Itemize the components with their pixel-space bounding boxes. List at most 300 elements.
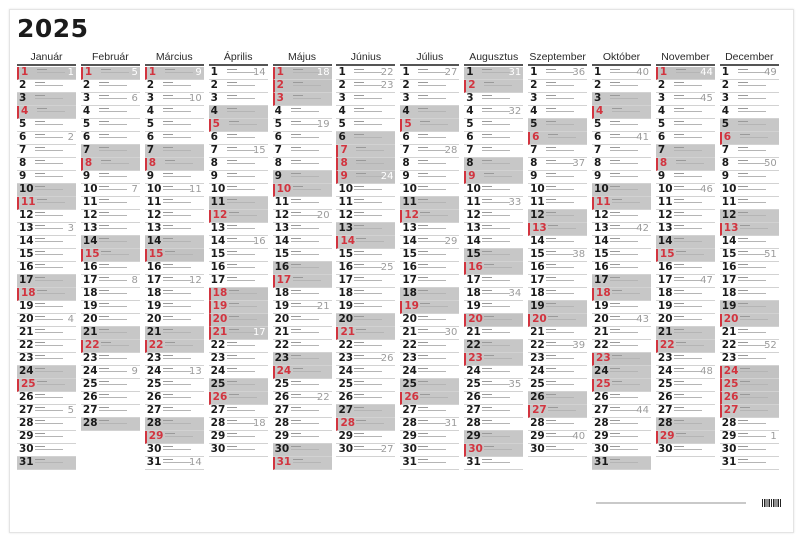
day-number: 19 [338, 300, 354, 312]
name-day-text [291, 147, 325, 153]
day-number: 25 [146, 378, 162, 390]
day-number: 24 [146, 365, 162, 377]
day-number: 15 [210, 248, 226, 260]
day-row [464, 457, 523, 470]
week-number: 20 [316, 210, 330, 221]
name-day-text [546, 212, 580, 218]
day-number: 30 [530, 443, 545, 455]
day-number: 7 [721, 144, 730, 156]
day-number: 10 [657, 183, 673, 195]
name-day-text [101, 342, 135, 348]
name-day-text [35, 303, 69, 309]
week-number: 40 [636, 67, 650, 78]
day-number: 12 [404, 209, 419, 221]
name-day-text [738, 95, 772, 101]
day-number: 5 [19, 118, 27, 130]
day-number: 28 [82, 417, 98, 429]
day-number: 2 [721, 79, 730, 91]
name-day-text [99, 303, 133, 309]
name-day-text [420, 394, 454, 400]
day-number: 10 [338, 183, 354, 195]
week-number: 19 [316, 119, 330, 130]
day-number: 23 [596, 352, 611, 364]
name-day-text [99, 108, 133, 114]
name-day-text [610, 82, 644, 88]
week-number: 1 [770, 431, 777, 442]
name-day-text [418, 277, 452, 283]
day-number: 3 [657, 92, 666, 104]
day-number: 6 [402, 131, 410, 143]
day-number: 10 [530, 183, 545, 195]
month-name: Szeptember [529, 51, 586, 63]
name-day-text [354, 121, 388, 127]
day-number: 10 [594, 183, 609, 195]
name-day-text [738, 238, 772, 244]
day-number: 20 [402, 313, 417, 325]
name-day-text [482, 147, 516, 153]
day-number: 9 [530, 170, 538, 182]
name-day-text [35, 160, 69, 166]
day-number: 23 [530, 352, 545, 364]
name-day-text [674, 303, 708, 309]
day-number: 1 [338, 66, 346, 78]
name-day-text [546, 368, 580, 374]
name-day-text [546, 329, 580, 335]
day-number: 1 [530, 66, 538, 78]
day-number: 7 [19, 144, 27, 156]
day-number: 22 [721, 339, 737, 351]
day-number: 4 [210, 105, 218, 117]
day-number: 3 [146, 92, 155, 104]
month-name: Július [416, 51, 444, 63]
day-row [209, 444, 268, 457]
name-day-text [227, 199, 261, 205]
name-day-text [163, 407, 197, 413]
name-day-text [227, 134, 261, 140]
day-number: 30 [594, 443, 609, 455]
day-number: 22 [402, 339, 417, 351]
day-number: 10 [82, 183, 98, 195]
day-number: 20 [532, 313, 547, 325]
name-day-text [227, 264, 261, 270]
name-day-text [354, 368, 388, 374]
day-number: 27 [466, 404, 481, 416]
name-day-text [482, 212, 516, 218]
name-day-text [35, 342, 69, 348]
name-day-text [163, 355, 197, 361]
name-day-text [546, 420, 580, 426]
name-day-text [291, 264, 325, 270]
name-day-text [35, 95, 69, 101]
day-number: 29 [19, 430, 34, 442]
week-number: 33 [508, 197, 522, 208]
day-number: 10 [402, 183, 417, 195]
day-number: 29 [594, 430, 609, 442]
day-number: 21 [146, 326, 162, 338]
name-day-text [99, 277, 133, 283]
name-day-text [674, 329, 708, 335]
day-number: 12 [530, 209, 545, 221]
name-day-text [35, 394, 69, 400]
name-day-text [99, 355, 133, 361]
day-number: 20 [212, 313, 228, 325]
name-day-text [229, 394, 263, 400]
name-day-text [37, 69, 71, 75]
day-number: 18 [21, 287, 36, 299]
day-number: 2 [468, 79, 476, 91]
day-number: 28 [340, 417, 356, 429]
name-day-text [291, 290, 325, 296]
name-day-text [738, 303, 772, 309]
name-day-text [738, 212, 772, 218]
day-number: 28 [146, 417, 162, 429]
name-day-text [482, 407, 516, 413]
day-number: 7 [466, 144, 474, 156]
name-day-text [738, 329, 772, 335]
day-number: 15 [19, 248, 34, 260]
name-day-text [610, 433, 644, 439]
week-number: 1 [67, 67, 74, 78]
day-number: 25 [274, 378, 290, 390]
day-number: 24 [530, 365, 545, 377]
week-number: 2 [67, 132, 74, 143]
name-day-text [674, 355, 708, 361]
name-day-text [484, 316, 518, 322]
day-number: 18 [721, 287, 737, 299]
day-row [400, 457, 459, 470]
name-day-text [418, 173, 452, 179]
day-row [656, 444, 715, 457]
day-number: 3 [210, 92, 218, 104]
name-day-text [227, 108, 261, 114]
day-number: 1 [84, 66, 93, 78]
day-number: 13 [19, 222, 34, 234]
name-day-text [356, 147, 390, 153]
day-number: 30 [657, 443, 673, 455]
day-number: 11 [402, 196, 417, 208]
day-number: 8 [210, 157, 218, 169]
day-number: 14 [594, 235, 609, 247]
day-number: 1 [21, 66, 29, 78]
day-number: 11 [657, 196, 673, 208]
week-number: 46 [700, 184, 713, 195]
day-number: 17 [466, 274, 481, 286]
month-column [81, 50, 140, 500]
day-number: 22 [84, 339, 100, 351]
month-column [17, 50, 76, 500]
day-number: 28 [466, 417, 481, 429]
day-number: 12 [274, 209, 290, 221]
day-number: 2 [19, 79, 27, 91]
month-column [720, 50, 779, 500]
name-day-text [227, 186, 261, 192]
day-number: 10 [146, 183, 162, 195]
day-number: 13 [594, 222, 609, 234]
name-day-text [229, 290, 263, 296]
day-number: 23 [82, 352, 98, 364]
day-row [17, 457, 76, 470]
name-day-text [610, 186, 644, 192]
name-day-text [291, 446, 325, 452]
name-day-text [548, 316, 582, 322]
day-number: 1 [721, 66, 730, 78]
week-number: 49 [764, 67, 777, 78]
day-number: 12 [19, 209, 34, 221]
name-day-text [482, 420, 516, 426]
day-number: 4 [530, 105, 538, 117]
day-number: 24 [723, 365, 739, 377]
day-number: 22 [530, 339, 545, 351]
day-number: 18 [657, 287, 673, 299]
day-number: 10 [466, 183, 481, 195]
day-number: 11 [146, 196, 162, 208]
name-day-text [229, 303, 263, 309]
name-day-text [354, 251, 388, 257]
name-day-text [418, 82, 452, 88]
day-number: 17 [210, 274, 226, 286]
day-number: 9 [657, 170, 666, 182]
day-number: 15 [148, 248, 164, 260]
day-number: 22 [210, 339, 226, 351]
day-number: 8 [274, 157, 282, 169]
name-day-text [738, 199, 772, 205]
name-day-text [227, 277, 261, 283]
day-number: 17 [721, 274, 737, 286]
day-number: 23 [19, 352, 34, 364]
day-number: 9 [146, 170, 155, 182]
name-day-text [674, 173, 708, 179]
day-number: 10 [721, 183, 737, 195]
name-day-text [354, 199, 388, 205]
day-number: 8 [19, 157, 27, 169]
day-number: 13 [338, 222, 354, 234]
name-day-text [163, 394, 197, 400]
day-number: 10 [276, 183, 292, 195]
day-number: 27 [19, 404, 34, 416]
name-day-text [163, 147, 197, 153]
name-day-text [35, 147, 69, 153]
day-number: 30 [721, 443, 737, 455]
day-number: 15 [466, 248, 481, 260]
day-number: 21 [274, 326, 290, 338]
day-number: 11 [530, 196, 545, 208]
day-number: 7 [530, 144, 538, 156]
name-day-text [546, 290, 580, 296]
name-day-text [612, 108, 646, 114]
week-number: 39 [572, 340, 586, 351]
day-number: 7 [594, 144, 602, 156]
name-day-text [610, 251, 644, 257]
day-number: 4 [274, 105, 282, 117]
day-number: 3 [530, 92, 538, 104]
name-day-text [676, 342, 710, 348]
month-column [592, 50, 651, 500]
week-number: 15 [252, 145, 266, 156]
name-day-text [291, 316, 325, 322]
day-number: 6 [657, 131, 666, 143]
day-number: 19 [530, 300, 545, 312]
day-number: 17 [402, 274, 417, 286]
day-number: 4 [721, 105, 730, 117]
name-day-text [227, 381, 261, 387]
day-list [145, 67, 204, 470]
day-number: 20 [723, 313, 739, 325]
week-number: 45 [700, 93, 713, 104]
day-number: 23 [210, 352, 226, 364]
name-day-text [163, 199, 197, 205]
day-number: 14 [274, 235, 290, 247]
day-number: 23 [468, 352, 483, 364]
name-day-text [418, 381, 452, 387]
week-number: 14 [252, 67, 266, 78]
day-number: 16 [82, 261, 98, 273]
day-number: 18 [82, 287, 98, 299]
day-number: 2 [594, 79, 602, 91]
week-number: 12 [189, 275, 202, 286]
name-day-text [610, 459, 644, 465]
day-number: 15 [402, 248, 417, 260]
day-number: 24 [210, 365, 226, 377]
day-number: 28 [657, 417, 673, 429]
month-column [336, 50, 395, 500]
name-day-text [227, 225, 261, 231]
day-number: 4 [146, 105, 155, 117]
name-day-text [418, 433, 452, 439]
name-day-text [738, 355, 772, 361]
day-number: 18 [596, 287, 611, 299]
name-day-text [546, 277, 580, 283]
day-number: 20 [594, 313, 609, 325]
name-day-text [99, 186, 133, 192]
name-day-text [99, 147, 133, 153]
day-number: 14 [146, 235, 162, 247]
week-number: 35 [508, 379, 522, 390]
name-day-text [227, 95, 261, 101]
name-day-text [227, 407, 261, 413]
name-day-text [99, 407, 133, 413]
name-day-text [738, 147, 772, 153]
day-number: 24 [594, 365, 609, 377]
name-day-text [99, 173, 133, 179]
name-day-text [418, 342, 452, 348]
day-number: 4 [21, 105, 29, 117]
day-list [400, 67, 459, 470]
day-number: 25 [723, 378, 739, 390]
day-number: 21 [402, 326, 417, 338]
month-name: November [661, 51, 710, 63]
day-number: 3 [402, 92, 410, 104]
day-number: 1 [276, 66, 284, 78]
day-number: 13 [402, 222, 417, 234]
day-number: 16 [338, 261, 354, 273]
name-day-text [99, 420, 133, 426]
day-number: 4 [338, 105, 346, 117]
day-number: 14 [466, 235, 481, 247]
day-number: 11 [338, 196, 354, 208]
name-day-text [291, 173, 325, 179]
name-day-text [99, 95, 133, 101]
day-number: 5 [274, 118, 282, 130]
day-number: 27 [146, 404, 162, 416]
day-number: 25 [210, 378, 226, 390]
day-number: 4 [402, 105, 410, 117]
day-number: 13 [657, 222, 673, 234]
name-day-text [738, 290, 772, 296]
day-list [17, 67, 76, 470]
day-number: 21 [530, 326, 545, 338]
name-day-text [35, 446, 69, 452]
name-day-text [291, 108, 325, 114]
day-number: 3 [721, 92, 730, 104]
day-number: 27 [210, 404, 226, 416]
name-day-text [484, 355, 518, 361]
day-number: 26 [657, 391, 673, 403]
name-day-text [418, 290, 452, 296]
day-row [336, 444, 395, 457]
name-day-text [738, 186, 772, 192]
day-number: 14 [340, 235, 356, 247]
day-number: 2 [402, 79, 410, 91]
day-number: 18 [274, 287, 290, 299]
name-day-text [546, 199, 580, 205]
day-number: 29 [402, 430, 417, 442]
name-day-text [612, 381, 646, 387]
month-name: Február [92, 51, 129, 63]
name-day-text [99, 329, 133, 335]
name-day-text [674, 134, 708, 140]
day-number: 24 [276, 365, 292, 377]
day-number: 25 [338, 378, 354, 390]
name-day-text [35, 264, 69, 270]
day-number: 5 [594, 118, 602, 130]
name-day-text [548, 225, 582, 231]
day-number: 20 [146, 313, 162, 325]
day-number: 24 [402, 365, 417, 377]
name-day-text [738, 173, 772, 179]
name-day-text [293, 459, 327, 465]
name-day-text [674, 212, 708, 218]
day-number: 23 [402, 352, 417, 364]
week-number: 31 [508, 67, 522, 78]
day-number: 26 [530, 391, 545, 403]
name-day-text [354, 407, 388, 413]
name-day-text [420, 121, 454, 127]
day-number: 11 [82, 196, 98, 208]
month-name: Augusztus [469, 51, 519, 63]
day-number: 18 [338, 287, 354, 299]
name-day-text [674, 82, 708, 88]
day-number: 14 [402, 235, 417, 247]
day-number: 8 [340, 157, 348, 169]
day-number: 7 [274, 144, 282, 156]
day-number: 31 [466, 456, 481, 468]
week-number: 23 [380, 80, 394, 91]
week-number: 7 [131, 184, 138, 195]
name-day-text [418, 316, 452, 322]
day-number: 17 [276, 274, 292, 286]
name-day-text [35, 420, 69, 426]
day-number: 18 [530, 287, 545, 299]
day-number: 22 [274, 339, 290, 351]
name-day-text [418, 186, 452, 192]
day-number: 30 [402, 443, 417, 455]
day-number: 9 [402, 170, 410, 182]
day-number: 24 [338, 365, 354, 377]
name-day-text [354, 290, 388, 296]
name-day-text [37, 381, 71, 387]
day-number: 19 [721, 300, 737, 312]
day-number: 28 [274, 417, 290, 429]
